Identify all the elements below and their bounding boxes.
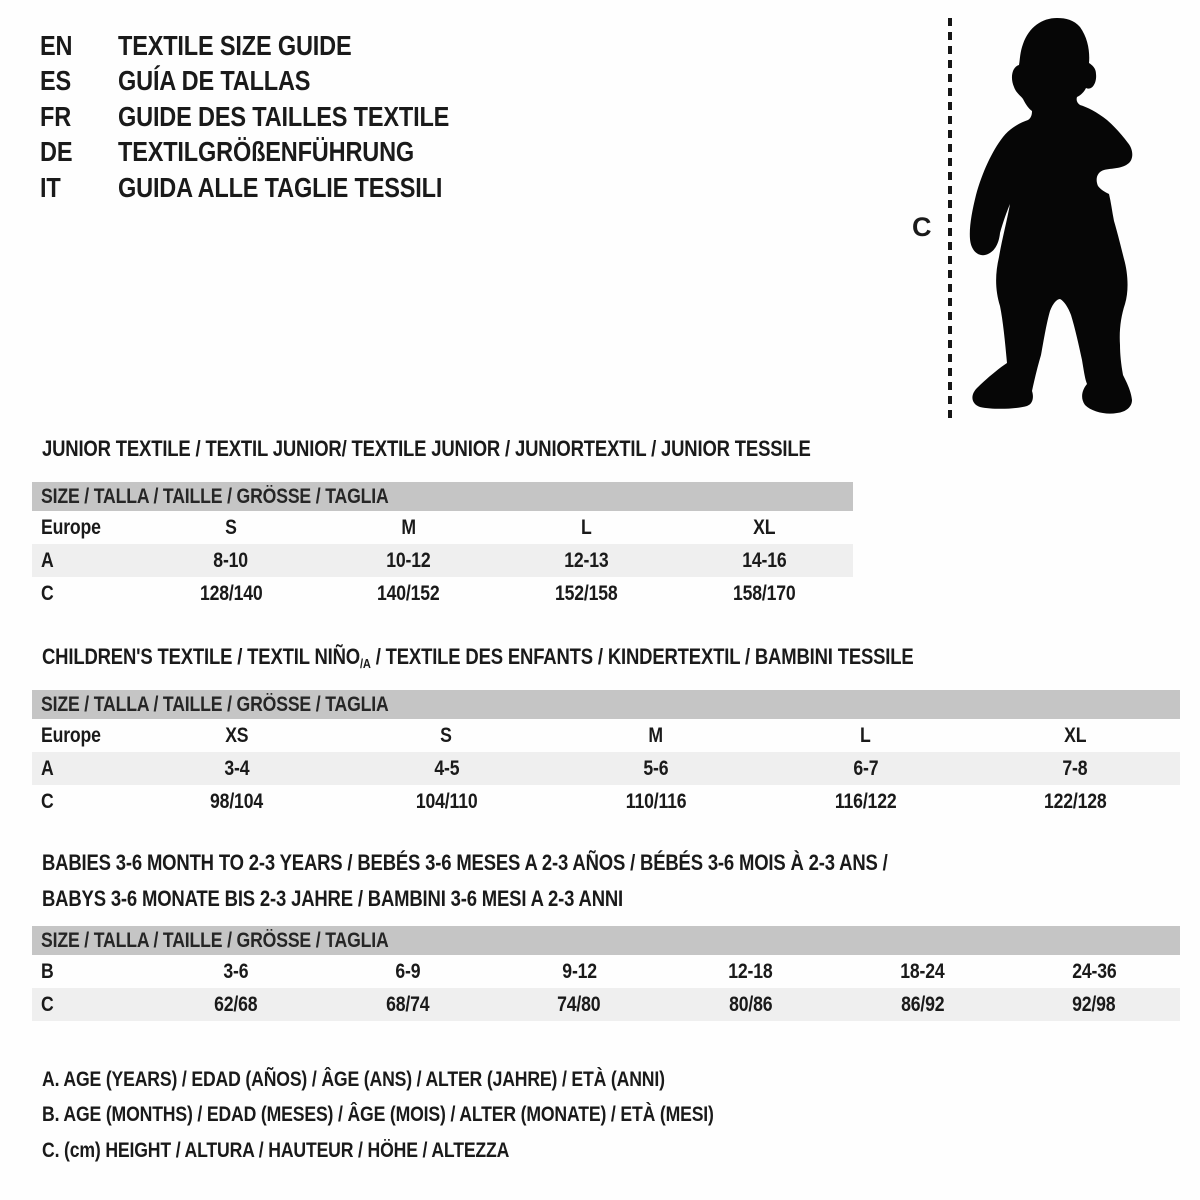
- guide-title: GUÍA DE TALLAS: [118, 65, 311, 97]
- row-label: A: [41, 548, 54, 572]
- language-code: EN: [40, 29, 73, 61]
- guide-title: TEXTILE SIZE GUIDE: [118, 29, 352, 61]
- row-label: C: [41, 992, 54, 1016]
- size-header-bar: SIZE / TALLA / TAILLE / GRÖSSE / TAGLIA: [32, 482, 853, 511]
- junior-section-title: JUNIOR TEXTILE / TEXTIL JUNIOR/ TEXTILE JUNIOR / JUNIORTEXTIL / JUNIOR TESSILE: [42, 436, 811, 461]
- table-row: C 128/140 140/152 152/158 158/170: [41, 581, 796, 605]
- legend-line-c: C. (cm) HEIGHT / ALTURA / HAUTEUR / HÖHE / ALTEZZA: [42, 1138, 510, 1162]
- legend-line-b: B. AGE (MONTHS) / EDAD (MESES) / ÂGE (MOIS) / ALTER (MONATE) / ETÀ (MESI): [42, 1103, 714, 1127]
- row-label: C: [41, 581, 54, 605]
- language-code: IT: [40, 171, 61, 203]
- language-row: [40, 64, 512, 100]
- guide-title: TEXTILGRÖßENFÜHRUNG: [118, 136, 415, 168]
- children-size-table: [32, 690, 1180, 818]
- language-code: FR: [40, 100, 72, 132]
- table-row: A 8-10 10-12 12-13 14-16: [32, 544, 853, 577]
- language-title-list: [40, 28, 512, 206]
- measurement-legend: [42, 1062, 842, 1169]
- row-label: C: [41, 789, 54, 813]
- row-label: B: [41, 959, 54, 983]
- table-row: Europe S M L XL: [41, 515, 776, 539]
- junior-size-table: [32, 482, 853, 610]
- row-label: A: [41, 756, 54, 780]
- language-row: [40, 135, 512, 171]
- height-measure-label: C: [912, 212, 932, 242]
- language-row: [40, 28, 512, 64]
- row-label: Europe: [41, 515, 101, 539]
- toddler-silhouette-icon: [963, 16, 1141, 420]
- size-header-bar: SIZE / TALLA / TAILLE / GRÖSSE / TAGLIA: [32, 926, 1180, 955]
- legend-line-a: A. AGE (YEARS) / EDAD (AÑOS) / ÂGE (ANS) / ALTER (JAHRE) / ETÀ (ANNI): [42, 1067, 665, 1091]
- size-header-bar: SIZE / TALLA / TAILLE / GRÖSSE / TAGLIA: [32, 690, 1180, 719]
- table-row: C 98/104 104/110 110/116 116/122 122/128: [41, 789, 1107, 813]
- row-label: Europe: [41, 723, 101, 747]
- table-row: A 3-4 4-5 5-6 6-7 7-8: [32, 752, 1180, 785]
- nino-a-subscript: /A: [359, 656, 371, 671]
- language-code: ES: [40, 65, 72, 97]
- table-row: Europe XS S M L XL: [41, 723, 1087, 747]
- language-row: [40, 99, 512, 135]
- children-section-title: CHILDREN'S TEXTILE / TEXTIL NIÑO/A / TEXTILE DES ENFANTS / KINDERTEXTIL / BAMBINI TESSILE: [42, 644, 914, 671]
- guide-title: GUIDE DES TAILLES TEXTILE: [118, 100, 450, 132]
- table-row: C 62/68 68/74 74/80 80/86 86/92 92/98: [32, 988, 1180, 1021]
- language-code: DE: [40, 136, 73, 168]
- babies-section-title: BABIES 3-6 MONTH TO 2-3 YEARS / BEBÉS 3-6 MESES A 2-3 AÑOS / BÉBÉS 3-6 MOIS À 2-3 ANS / BABYS 3-6 MONATE BIS 2-3 JAHRE / BAMBINI 3-6 MESI A 2-3 ANNI: [42, 850, 888, 911]
- table-row: B 3-6 6-9 9-12 12-18 18-24 24-36: [41, 959, 1117, 983]
- babies-size-table: [32, 926, 1180, 1021]
- guide-title: GUIDA ALLE TAGLIE TESSILI: [118, 171, 443, 203]
- height-measure-dashed-line: [948, 18, 952, 418]
- language-row: [40, 170, 512, 206]
